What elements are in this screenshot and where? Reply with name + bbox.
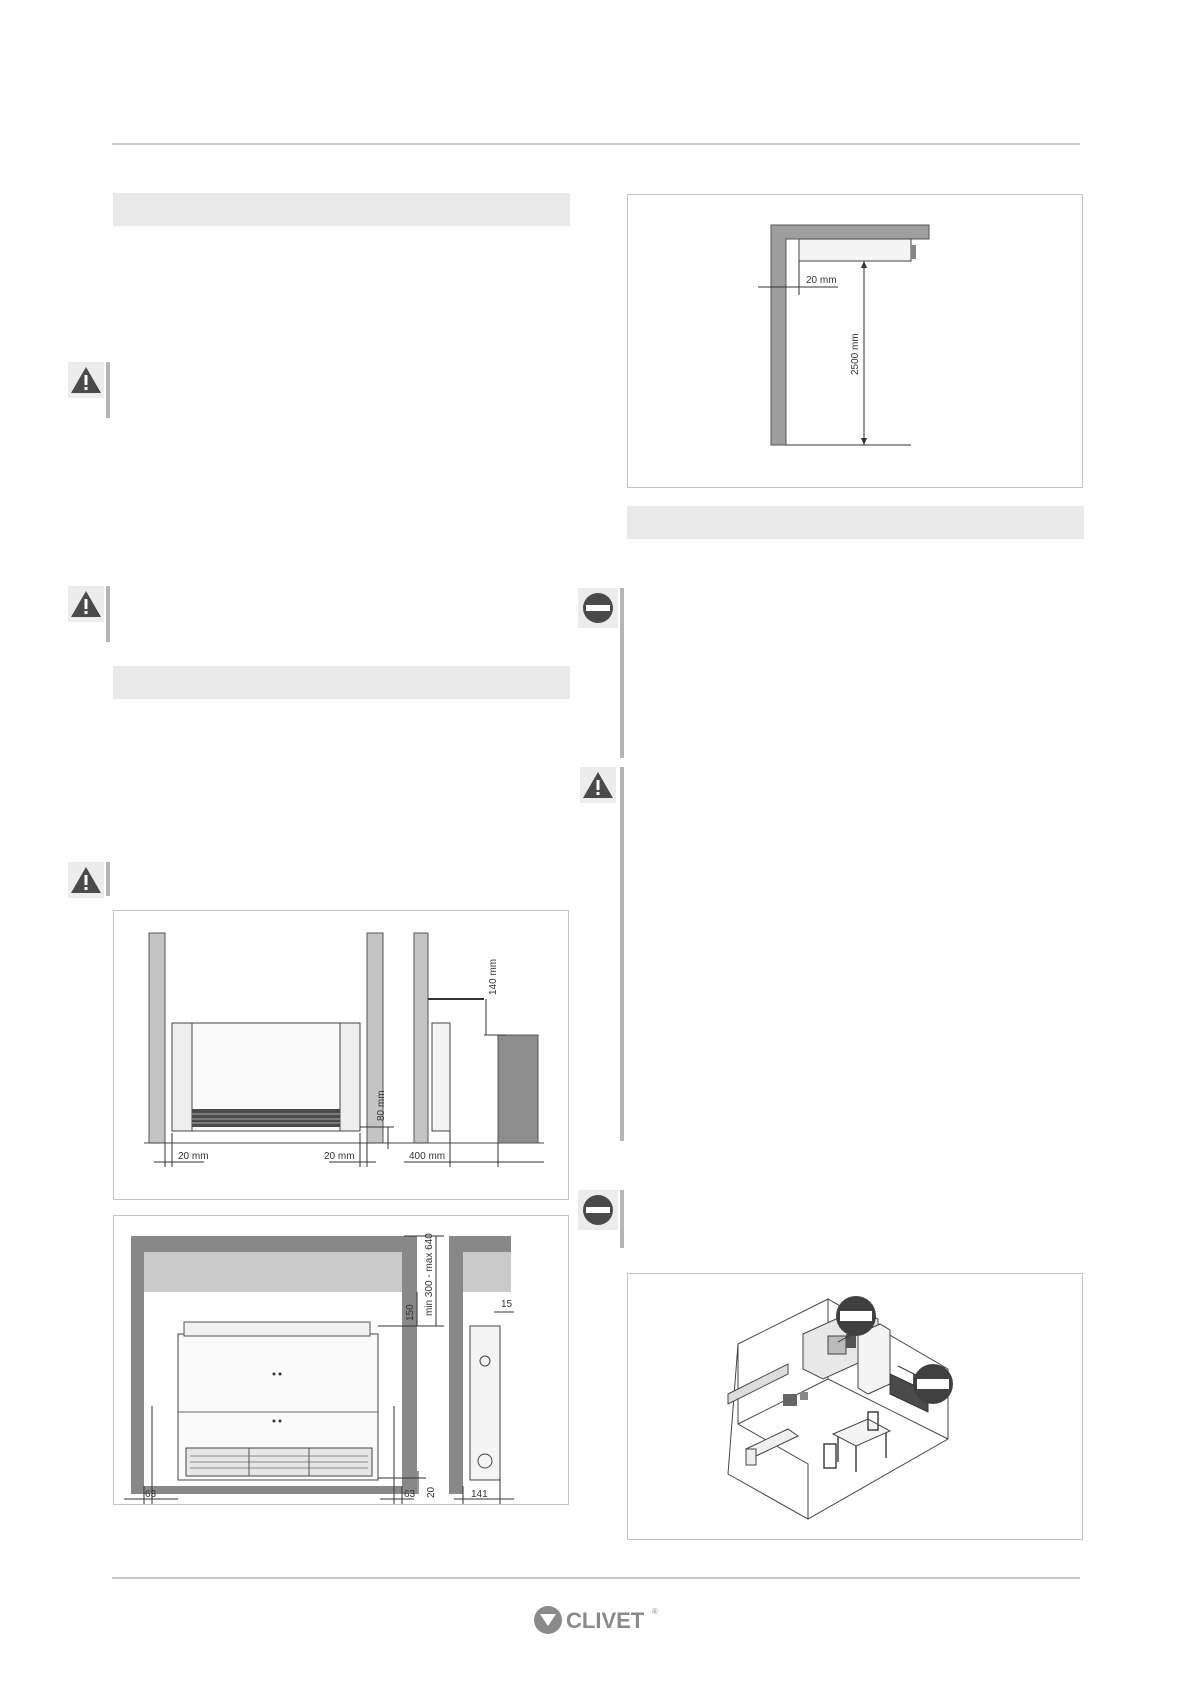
dim-label-150: 150 [405,1304,416,1321]
dim-label-range: min 300 - max 640 [424,1233,435,1316]
brand-logo [530,1600,670,1640]
figure-room-placement [627,1273,1083,1540]
dim-label-height: 2500 mm [850,333,861,375]
prohibited-icon [913,1364,953,1404]
prohibited-icon [578,1190,618,1230]
dim-label-right: 20 mm [324,1151,355,1162]
warning-bar [106,862,110,896]
section-header-bar-3 [627,506,1084,539]
prohibited-bar [620,1190,624,1248]
dim-label-top: 140 mm [488,958,499,995]
prohibited-bar [620,588,624,758]
warning-triangle-icon [68,362,104,398]
dim-label-bottom: 80 mm [376,1090,387,1121]
section-header-bar-1 [113,193,570,226]
prohibited-icon [836,1296,876,1336]
figure-floor-clearance [113,910,569,1200]
dim-label-141: 141 [471,1489,488,1500]
warning-triangle-icon [68,586,104,622]
dim-label-front: 400 mm [409,1151,446,1162]
prohibited-icon [578,588,618,628]
header-rule [112,143,1080,145]
warning-bar [106,586,110,642]
section-header-bar-2 [113,666,570,699]
figure-recessed-install [113,1215,569,1505]
dim-label-left: 20 mm [178,1151,209,1162]
footer-rule [112,1577,1080,1579]
figure-ceiling-clearance [627,194,1083,488]
brand-trademark: ® [652,1607,658,1616]
warning-bar [106,362,110,418]
dim-label-15: 15 [501,1299,513,1310]
dim-label-side: 20 mm [806,275,837,286]
warning-triangle-icon [68,862,104,898]
dim-label-63-left: 63 [145,1489,157,1500]
brand-name: CLIVET [566,1608,645,1633]
warning-triangle-icon [580,767,616,803]
warning-bar [620,767,624,1141]
dim-label-63-right: 63 [404,1489,416,1500]
dim-label-20: 20 [426,1486,437,1498]
